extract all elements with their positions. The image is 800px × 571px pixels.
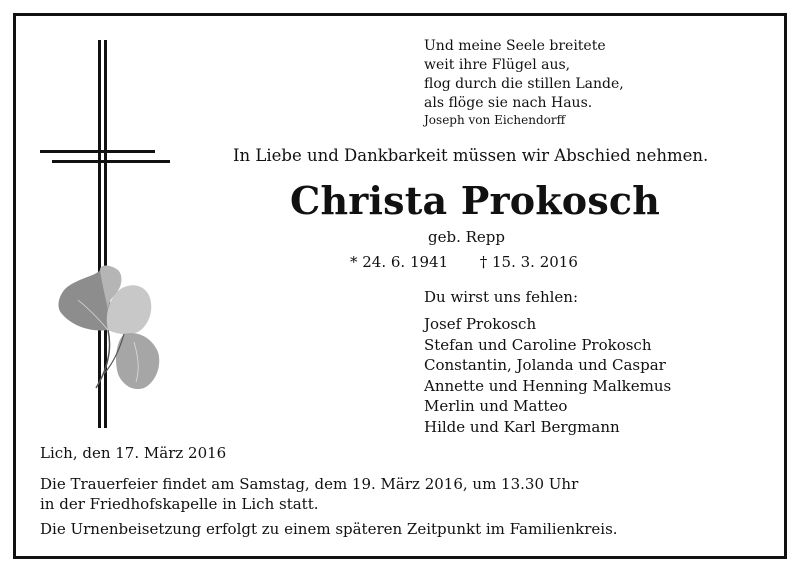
deceased-name: Christa Prokosch — [290, 178, 661, 223]
intro-text: In Liebe und Dankbarkeit müssen wir Abschied nehmen. — [233, 146, 709, 165]
service-line: in der Friedhofskapelle in Lich statt. — [40, 495, 319, 513]
urn-note: Die Urnenbeisetzung erfolgt zu einem späteren Zeitpunkt im Familienkreis. — [40, 520, 618, 538]
poem — [424, 37, 624, 113]
poem-line: als flöge sie nach Haus. — [424, 95, 593, 111]
mourner-name: Annette und Henning Malkemus — [424, 376, 672, 395]
poem-author: Joseph von Eichendorff — [424, 113, 566, 127]
mourners-heading: Du wirst uns fehlen: — [424, 288, 579, 306]
service-line: Die Trauerfeier findet am Samstag, dem 19. März 2016, um 13.30 Uhr — [40, 475, 579, 493]
mourner-name: Hilde und Karl Bergmann — [424, 417, 620, 436]
place-date: Lich, den 17. März 2016 — [40, 444, 227, 462]
death-date: † 15. 3. 2016 — [479, 253, 578, 271]
mourner-name: Merlin und Matteo — [424, 397, 568, 415]
mourner-name: Stefan und Caroline Prokosch — [424, 335, 652, 354]
poem-line: flog durch die stillen Lande, — [424, 76, 624, 92]
life-dates — [350, 253, 578, 271]
birth-date: * 24. 6. 1941 — [350, 253, 449, 271]
poem-line: weit ihre Flügel aus, — [424, 57, 571, 73]
mourner-name: Josef Prokosch — [424, 315, 537, 333]
mourners-list — [424, 314, 671, 437]
maiden-name: geb. Repp — [428, 228, 505, 246]
poem-line: Und meine Seele breitete — [424, 38, 606, 54]
cross-icon — [38, 38, 173, 433]
mourner-name: Constantin, Jolanda und Caspar — [424, 356, 666, 374]
ginkgo-leaf-icon — [59, 266, 160, 390]
service-info — [40, 474, 578, 514]
